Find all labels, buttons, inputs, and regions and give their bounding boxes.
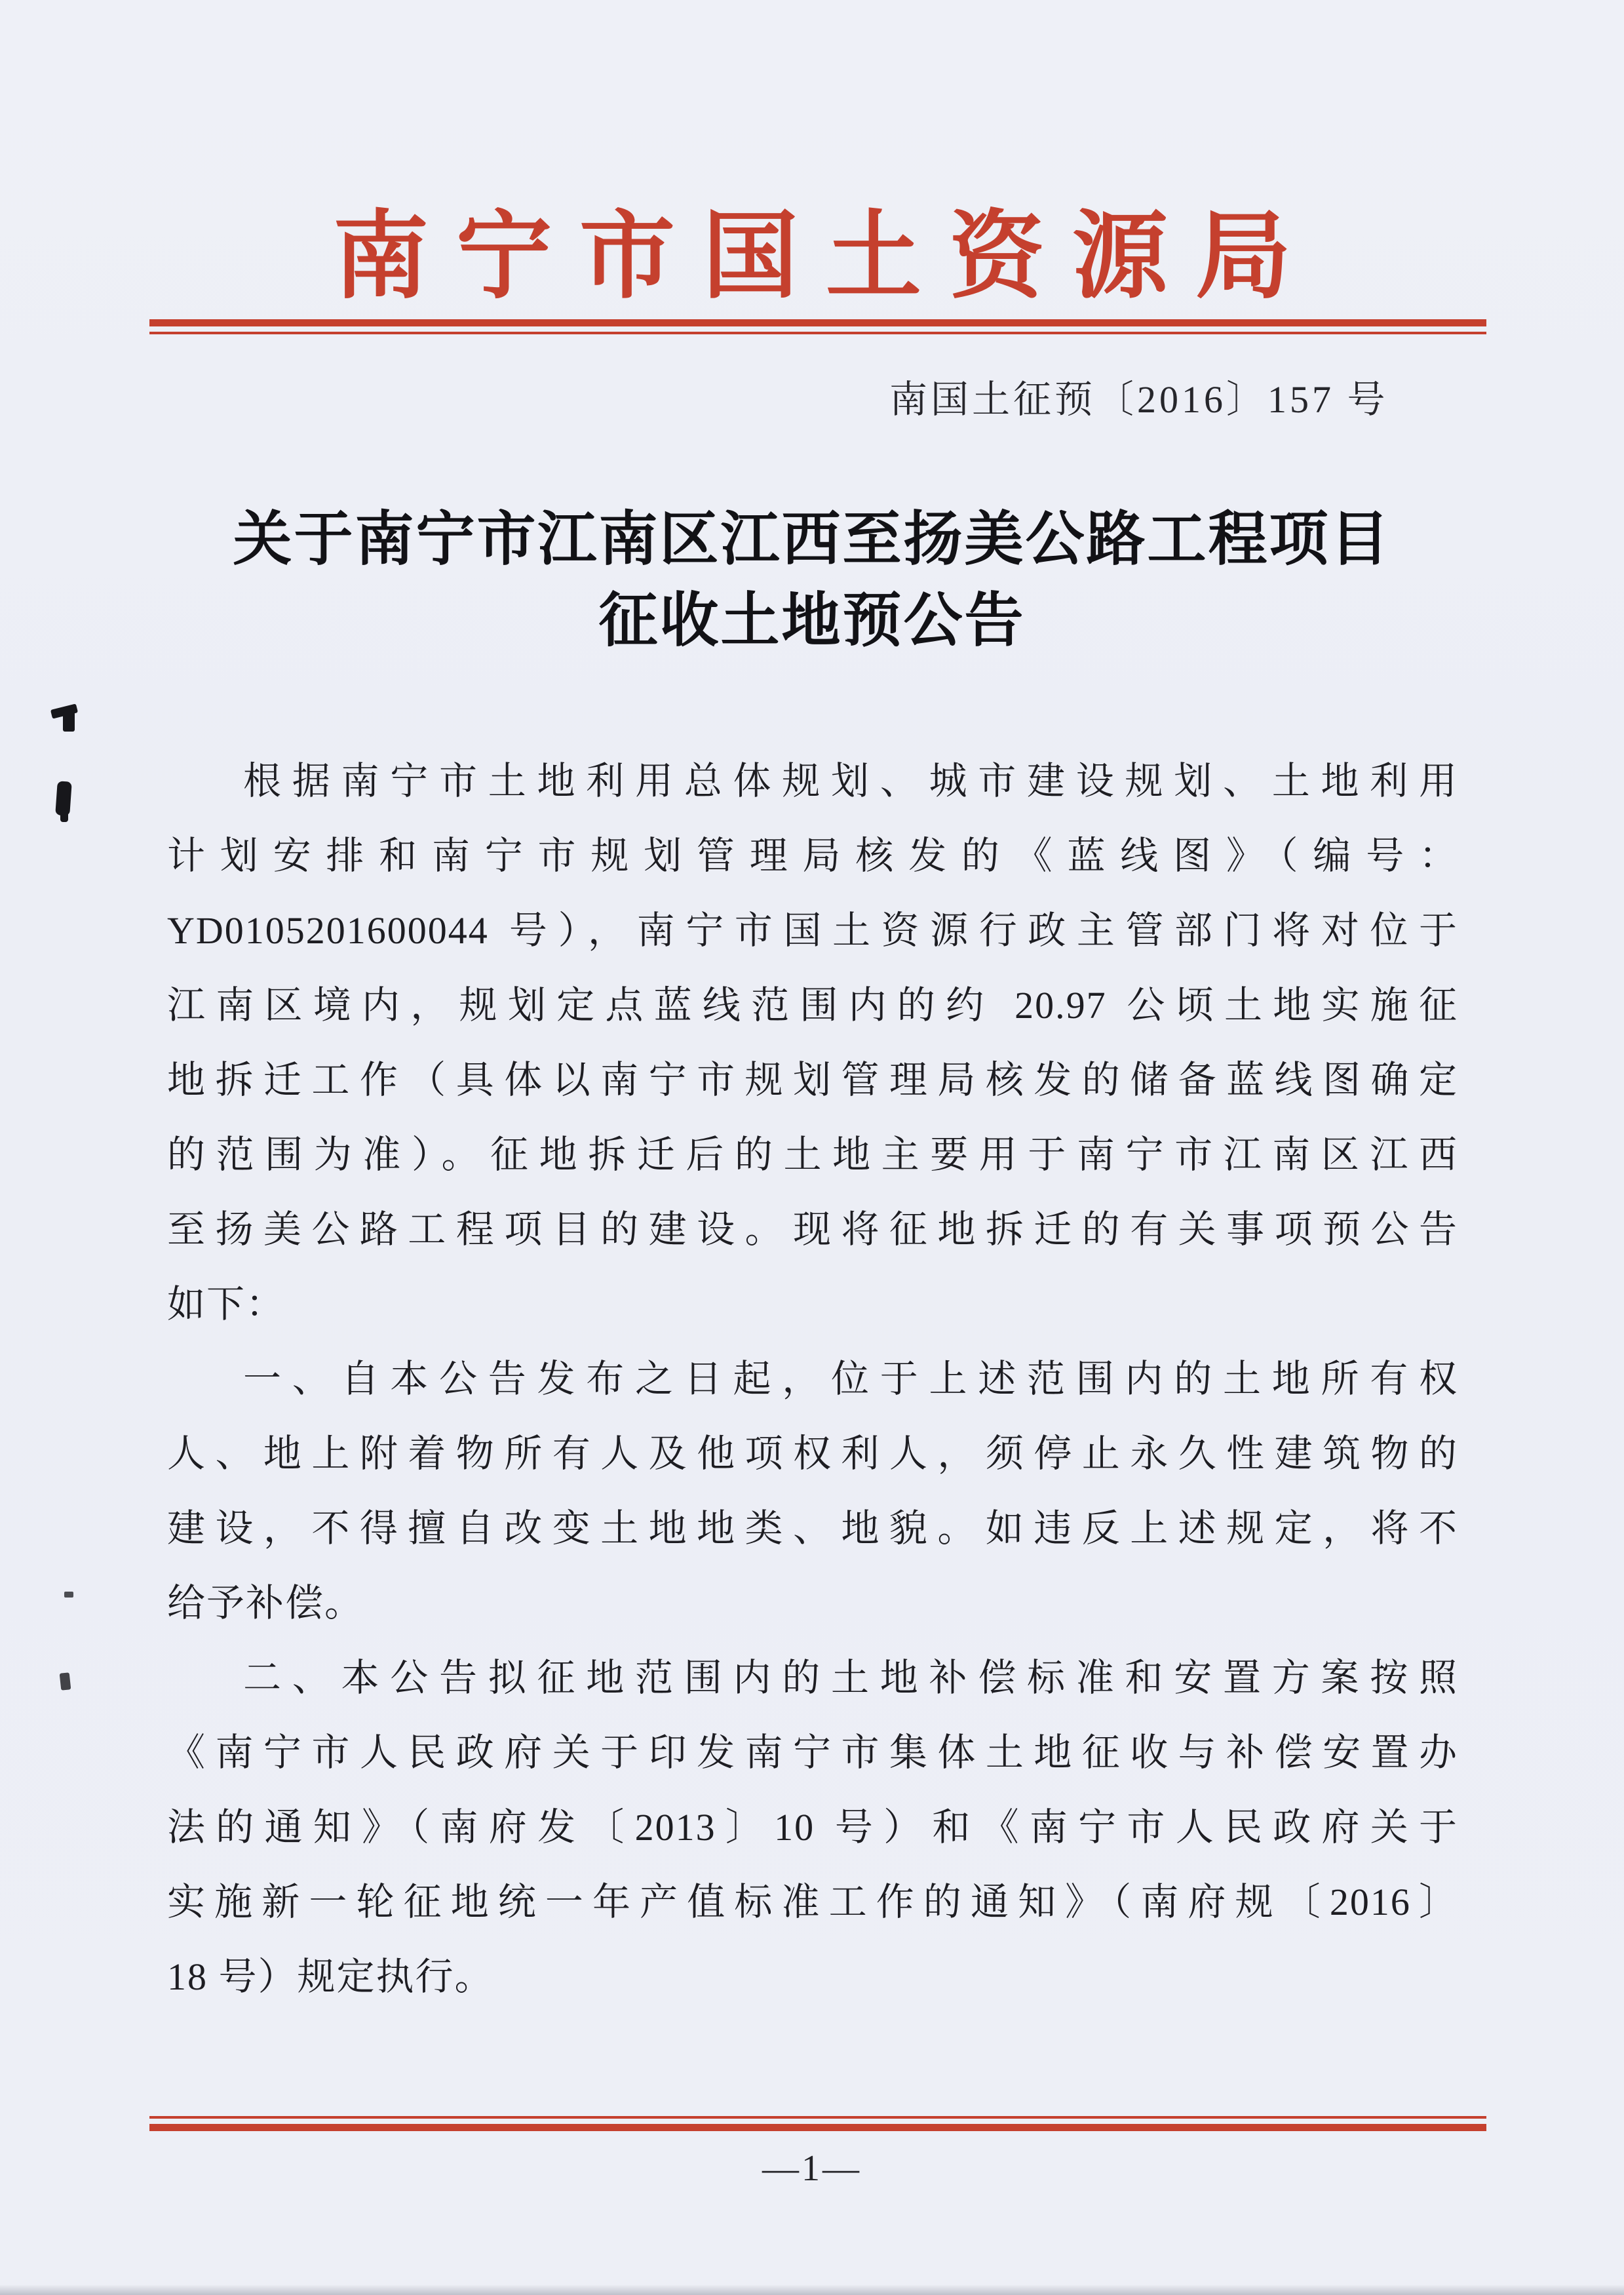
scan-artifact <box>63 711 75 732</box>
page-number: —1— <box>762 2148 862 2189</box>
body-line: 实施新一轮征地统一年产值标准工作的通知》（南府规〔2016〕 <box>167 1881 1458 1923</box>
body-line: 计划安排和南宁市规划管理局核发的《蓝线图》（编号： <box>167 834 1458 877</box>
scan-artifact <box>60 810 68 822</box>
body-line: 的范围为准）。征地拆迁后的土地主要用于南宁市江南区江西 <box>167 1133 1458 1176</box>
body-line: 地拆迁工作（具体以南宁市规划管理局核发的储备蓝线图确定 <box>167 1059 1458 1101</box>
document-title <box>0 500 1624 662</box>
body-line: 根据南宁市土地利用总体规划、城市建设规划、土地利用 <box>243 760 1458 802</box>
body-line: YD0105201600044 号），南宁市国土资源行政主管部门将对位于 <box>167 909 1458 952</box>
header-rule-thick <box>149 319 1486 326</box>
body-line: 如下： <box>167 1283 286 1325</box>
document-title-line2: 征收土地预公告 <box>598 589 1026 654</box>
document-body <box>167 744 1458 2014</box>
document-title-line1: 关于南宁市江南区江西至扬美公路工程项目 <box>233 507 1391 572</box>
scan-artifact <box>64 1592 73 1598</box>
body-line: 《南宁市人民政府关于印发南宁市集体土地征收与补偿安置办 <box>167 1731 1458 1774</box>
footer-rule-thin <box>149 2116 1486 2119</box>
header-rule-thin <box>149 332 1486 334</box>
body-line: 二、本公告拟征地范围内的土地补偿标准和安置方案按照 <box>243 1657 1458 1699</box>
body-line: 至扬美公路工程项目的建设。现将征地拆迁的有关事项预公告 <box>167 1208 1458 1251</box>
agency-title: 南宁市国土资源局 <box>333 204 1319 310</box>
footer-rule-thick <box>149 2124 1486 2131</box>
body-line: 建设，不得擅自改变土地地类、地貌。如违反上述规定，将不 <box>167 1507 1458 1550</box>
body-line: 给予补偿。 <box>167 1582 364 1624</box>
body-line: 人、地上附着物所有人及他项权利人，须停止永久性建筑物的 <box>167 1432 1458 1475</box>
scan-artifact <box>60 1672 71 1690</box>
body-line: 18 号）规定执行。 <box>167 1955 494 1998</box>
scan-edge-shadow <box>0 2285 1624 2295</box>
document-number: 南国土征预〔2016〕157 号 <box>889 378 1389 421</box>
body-line: 一、自本公告发布之日起，位于上述范围内的土地所有权 <box>243 1358 1458 1400</box>
body-line: 江南区境内，规划定点蓝线范围内的约 20.97 公顷土地实施征 <box>167 984 1458 1027</box>
body-line: 法的通知》（南府发〔2013〕10 号）和《南宁市人民政府关于 <box>167 1806 1458 1849</box>
